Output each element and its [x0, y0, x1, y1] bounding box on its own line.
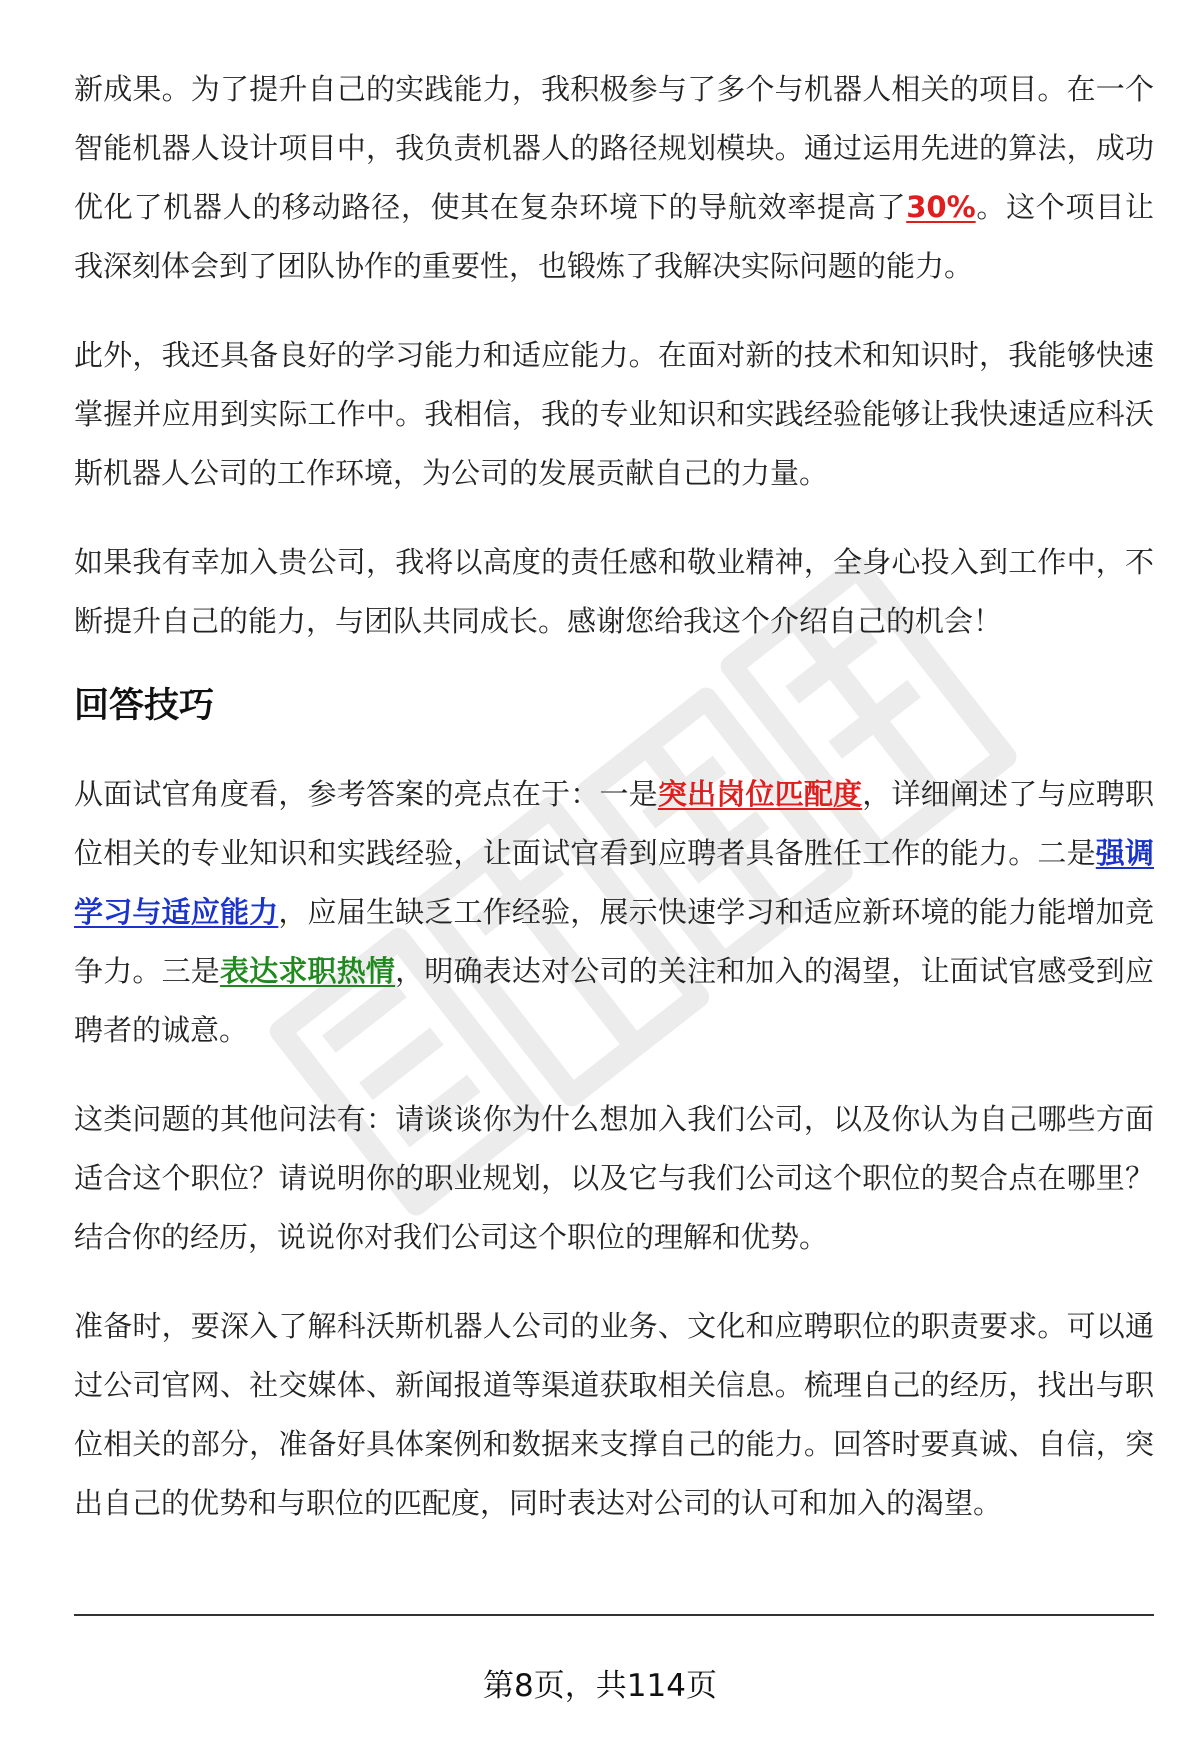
- highlight-job-enthusiasm: 表达求职热情: [219, 954, 396, 988]
- document-body: [74, 60, 1154, 1563]
- paragraph-alternative-questions: 这类问题的其他问法有：请谈谈你为什么想加入我们公司，以及你认为自己哪些方面适合这个职位？请说明你的职业规划，以及它与我们公司这个职位的契合点在哪里？结合你的经历，说说你对我们公司这个职位的理解和优势。: [74, 1102, 1154, 1254]
- page-number: 第8页，共114页: [483, 1668, 717, 1704]
- paragraph-text: 新成果。为了提升自己的实践能力，我积极参与了多个与机器人相关的项目。在一个智能机器人设计项目中，我负责机器人的路径规划模块。通过运用先进的算法，成功优化了机器人的移动路径，使其在复杂环境下的导航效率提高了: [74, 72, 1154, 224]
- highlight-efficiency-30-percent: 30%: [906, 190, 976, 224]
- paragraph-text: 从面试官角度看，参考答案的亮点在于：一是: [74, 777, 658, 811]
- footer-divider: [74, 1614, 1154, 1616]
- paragraph-project-experience: [74, 60, 1154, 296]
- section-heading: 回答技巧: [74, 686, 215, 726]
- paragraph-text: ，详细阐述了与应聘职位相关的专业知识和实践经验，让面试官看到应聘者具备胜任工作的能力。二是: [74, 777, 1154, 870]
- paragraph-text: 。这个项目让我深刻体会到了团队协作的重要性，也锻炼了我解决实际问题的能力。: [74, 190, 1154, 283]
- paragraph-text: ，明确表达对公司的关注和加入的渴望，让面试官感受到应聘者的诚意。: [74, 954, 1154, 1047]
- paragraph-learning-ability: 此外，我还具备良好的学习能力和适应能力。在面对新的技术和知识时，我能够快速掌握并应用到实际工作中。我相信，我的专业知识和实践经验能够让我快速适应科沃斯机器人公司的工作环境，为公司的发展贡献自己的力量。: [74, 338, 1154, 490]
- paragraph-tips: [74, 765, 1154, 1060]
- paragraph-preparation: 准备时，要深入了解科沃斯机器人公司的业务、文化和应聘职位的职责要求。可以通过公司官网、社交媒体、新闻报道等渠道获取相关信息。梳理自己的经历，找出与职位相关的部分，准备好具体案例和数据来支撑自己的能力。回答时要真诚、自信，突出自己的优势和与职位的匹配度，同时表达对公司的认可和加入的渴望。: [74, 1309, 1154, 1520]
- paragraph-text: ，应届生缺乏工作经验，展示快速学习和适应新环境的能力能增加竞争力。三是: [74, 895, 1154, 988]
- highlight-learning-adaptability: 强调学习与适应能力: [74, 836, 1154, 929]
- paragraph-closing: 如果我有幸加入贵公司，我将以高度的责任感和敬业精神，全身心投入到工作中，不断提升自己的能力，与团队共同成长。感谢您给我这个介绍自己的机会！: [74, 545, 1154, 638]
- highlight-job-match: 突出岗位匹配度: [657, 777, 863, 811]
